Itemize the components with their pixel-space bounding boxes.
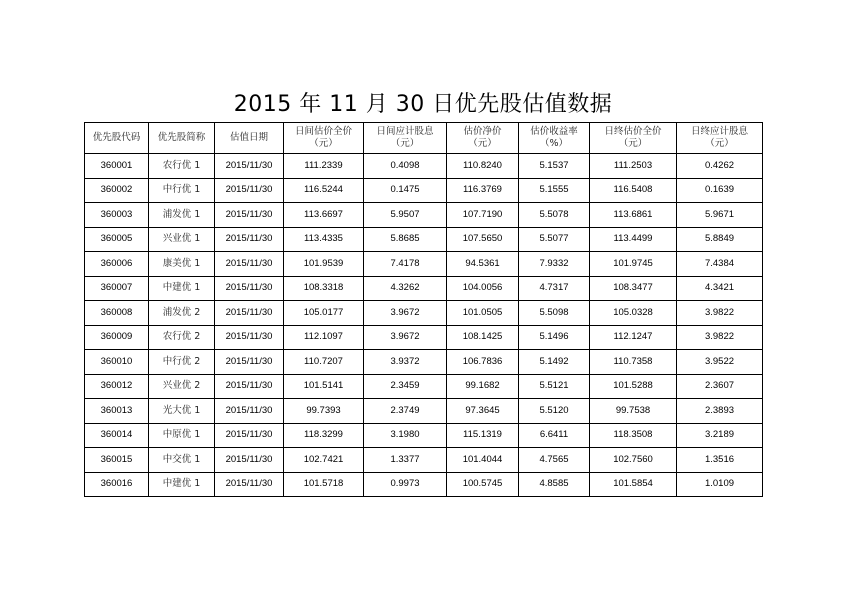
table-cell: 2015/11/30 xyxy=(215,178,284,203)
table-cell: 118.3508 xyxy=(590,423,677,448)
table-cell: 101.5141 xyxy=(284,374,364,399)
table-cell: 116.5244 xyxy=(284,178,364,203)
table-cell: 94.5361 xyxy=(447,252,519,277)
table-cell: 106.7836 xyxy=(447,350,519,375)
table-row xyxy=(85,227,763,252)
table-cell: 5.1537 xyxy=(519,154,590,179)
table-cell: 2015/11/30 xyxy=(215,350,284,375)
table-cell: 1.3377 xyxy=(364,448,447,473)
table-cell: 5.5121 xyxy=(519,374,590,399)
table-cell: 2015/11/30 xyxy=(215,399,284,424)
column-header-unit: （元） xyxy=(468,138,497,149)
table-cell: 360014 xyxy=(85,423,149,448)
table-cell: 111.2503 xyxy=(590,154,677,179)
table-cell: 115.1319 xyxy=(447,423,519,448)
table-cell: 360003 xyxy=(85,203,149,228)
table-cell: 3.9522 xyxy=(677,350,763,375)
page-title: 2015 年 11 月 30 日优先股估值数据 xyxy=(233,92,613,117)
table-row xyxy=(85,325,763,350)
table-cell: 农行优 2 xyxy=(149,325,215,350)
table-cell: 4.8585 xyxy=(519,472,590,497)
table-cell: 3.9672 xyxy=(364,325,447,350)
table-cell: 2015/11/30 xyxy=(215,227,284,252)
table-cell: 99.7393 xyxy=(284,399,364,424)
column-header xyxy=(364,123,447,154)
column-header-unit: （元） xyxy=(705,138,734,149)
table-row xyxy=(85,301,763,326)
table-cell: 99.7538 xyxy=(590,399,677,424)
column-header xyxy=(519,123,590,154)
table-row xyxy=(85,276,763,301)
column-header-label: 优先股简称 xyxy=(157,132,206,143)
table-cell: 4.3262 xyxy=(364,276,447,301)
table-cell: 360005 xyxy=(85,227,149,252)
table-row xyxy=(85,399,763,424)
column-header xyxy=(677,123,763,154)
table-row xyxy=(85,448,763,473)
column-header-label: 优先股代码 xyxy=(92,132,141,143)
table-cell: 中建优 1 xyxy=(149,472,215,497)
table-cell: 光大优 1 xyxy=(149,399,215,424)
table-cell: 中原优 1 xyxy=(149,423,215,448)
table-cell: 107.7190 xyxy=(447,203,519,228)
table-cell: 2.3749 xyxy=(364,399,447,424)
table-cell: 101.5854 xyxy=(590,472,677,497)
table-cell: 108.3318 xyxy=(284,276,364,301)
table-cell: 99.1682 xyxy=(447,374,519,399)
table-cell: 4.7565 xyxy=(519,448,590,473)
table-cell: 2015/11/30 xyxy=(215,154,284,179)
column-header xyxy=(149,123,215,154)
table-cell: 2015/11/30 xyxy=(215,203,284,228)
column-header-unit: （元） xyxy=(390,138,420,149)
table-cell: 0.1475 xyxy=(364,178,447,203)
table-cell: 4.3421 xyxy=(677,276,763,301)
column-header-label: 估价净价 xyxy=(463,126,502,137)
table-cell: 中交优 1 xyxy=(149,448,215,473)
table-cell: 2015/11/30 xyxy=(215,252,284,277)
table-cell: 360012 xyxy=(85,374,149,399)
table-cell: 360006 xyxy=(85,252,149,277)
column-header-label: 日间应计股息 xyxy=(376,126,434,137)
table-row xyxy=(85,374,763,399)
column-header-label: 估价收益率 xyxy=(530,126,578,137)
table-row xyxy=(85,203,763,228)
table-cell: 7.4384 xyxy=(677,252,763,277)
table-cell: 2015/11/30 xyxy=(215,301,284,326)
column-header-label: 估值日期 xyxy=(229,132,268,143)
table-cell: 110.8240 xyxy=(447,154,519,179)
table-cell: 2015/11/30 xyxy=(215,374,284,399)
table-cell: 360015 xyxy=(85,448,149,473)
table-cell: 116.3769 xyxy=(447,178,519,203)
table-cell: 7.9332 xyxy=(519,252,590,277)
table-cell: 2.3459 xyxy=(364,374,447,399)
table-cell: 1.3516 xyxy=(677,448,763,473)
table-cell: 兴业优 2 xyxy=(149,374,215,399)
table-cell: 兴业优 1 xyxy=(149,227,215,252)
table-cell: 108.1425 xyxy=(447,325,519,350)
table-cell: 101.0505 xyxy=(447,301,519,326)
table-cell: 5.9507 xyxy=(364,203,447,228)
table-cell: 108.3477 xyxy=(590,276,677,301)
table-cell: 中行优 1 xyxy=(149,178,215,203)
table-cell: 360009 xyxy=(85,325,149,350)
table-cell: 5.8849 xyxy=(677,227,763,252)
table-cell: 5.1555 xyxy=(519,178,590,203)
table-cell: 2.3893 xyxy=(677,399,763,424)
table-cell: 7.4178 xyxy=(364,252,447,277)
table-cell: 113.4499 xyxy=(590,227,677,252)
column-header-label: 日终估价全价 xyxy=(604,126,662,137)
table-cell: 农行优 1 xyxy=(149,154,215,179)
table-cell: 113.4335 xyxy=(284,227,364,252)
table-row xyxy=(85,252,763,277)
table-cell: 2015/11/30 xyxy=(215,423,284,448)
table-cell: 0.9973 xyxy=(364,472,447,497)
table-cell: 102.7560 xyxy=(590,448,677,473)
table-cell: 5.1492 xyxy=(519,350,590,375)
table-cell: 0.4262 xyxy=(677,154,763,179)
table-cell: 5.5120 xyxy=(519,399,590,424)
table-cell: 5.5077 xyxy=(519,227,590,252)
table-cell: 2015/11/30 xyxy=(215,472,284,497)
table-cell: 4.7317 xyxy=(519,276,590,301)
table-body xyxy=(85,154,763,497)
table-cell: 104.0056 xyxy=(447,276,519,301)
table-cell: 105.0328 xyxy=(590,301,677,326)
table-cell: 5.5098 xyxy=(519,301,590,326)
table-row xyxy=(85,178,763,203)
table-cell: 浦发优 2 xyxy=(149,301,215,326)
table-cell: 3.2189 xyxy=(677,423,763,448)
table-cell: 6.6411 xyxy=(519,423,590,448)
table-cell: 3.1980 xyxy=(364,423,447,448)
table-cell: 中行优 2 xyxy=(149,350,215,375)
table-header-row xyxy=(85,123,763,154)
table-cell: 2015/11/30 xyxy=(215,448,284,473)
table-cell: 3.9372 xyxy=(364,350,447,375)
table-cell: 360010 xyxy=(85,350,149,375)
column-header-unit: （元） xyxy=(309,138,338,149)
table-cell: 2015/11/30 xyxy=(215,276,284,301)
table-cell: 5.5078 xyxy=(519,203,590,228)
column-header-unit: （%） xyxy=(539,138,569,149)
table-cell: 112.1247 xyxy=(590,325,677,350)
table-cell: 112.1097 xyxy=(284,325,364,350)
column-header xyxy=(447,123,519,154)
table-cell: 101.9745 xyxy=(590,252,677,277)
table-cell: 105.0177 xyxy=(284,301,364,326)
table-cell: 0.4098 xyxy=(364,154,447,179)
column-header xyxy=(215,123,284,154)
table-cell: 360016 xyxy=(85,472,149,497)
table-cell: 浦发优 1 xyxy=(149,203,215,228)
table-cell: 3.9672 xyxy=(364,301,447,326)
table-cell: 110.7207 xyxy=(284,350,364,375)
table-row xyxy=(85,423,763,448)
table-cell: 1.0109 xyxy=(677,472,763,497)
table-cell: 100.5745 xyxy=(447,472,519,497)
table-cell: 107.5650 xyxy=(447,227,519,252)
table-cell: 111.2339 xyxy=(284,154,364,179)
table-cell: 113.6861 xyxy=(590,203,677,228)
table-cell: 360001 xyxy=(85,154,149,179)
table-cell: 118.3299 xyxy=(284,423,364,448)
column-header-label: 日间估价全价 xyxy=(294,126,352,137)
table-cell: 101.5718 xyxy=(284,472,364,497)
table-cell: 3.9822 xyxy=(677,325,763,350)
table-cell: 101.4044 xyxy=(447,448,519,473)
table-cell: 360007 xyxy=(85,276,149,301)
column-header-label: 日终应计股息 xyxy=(690,126,748,137)
column-header xyxy=(85,123,149,154)
table-cell: 5.9671 xyxy=(677,203,763,228)
table-cell: 116.5408 xyxy=(590,178,677,203)
table-row xyxy=(85,154,763,179)
table-cell: 360013 xyxy=(85,399,149,424)
table-cell: 102.7421 xyxy=(284,448,364,473)
table-cell: 2015/11/30 xyxy=(215,325,284,350)
table-cell: 101.9539 xyxy=(284,252,364,277)
valuation-table xyxy=(84,122,763,497)
table-cell: 97.3645 xyxy=(447,399,519,424)
table-cell: 5.8685 xyxy=(364,227,447,252)
table-cell: 113.6697 xyxy=(284,203,364,228)
table-row xyxy=(85,350,763,375)
column-header xyxy=(590,123,677,154)
table-cell: 101.5288 xyxy=(590,374,677,399)
table-cell: 3.9822 xyxy=(677,301,763,326)
table-cell: 2.3607 xyxy=(677,374,763,399)
table-cell: 0.1639 xyxy=(677,178,763,203)
table-cell: 5.1496 xyxy=(519,325,590,350)
table-cell: 110.7358 xyxy=(590,350,677,375)
table-cell: 360002 xyxy=(85,178,149,203)
table-cell: 中建优 1 xyxy=(149,276,215,301)
table-cell: 康美优 1 xyxy=(149,252,215,277)
column-header xyxy=(284,123,364,154)
column-header-unit: （元） xyxy=(618,138,648,149)
table-cell: 360008 xyxy=(85,301,149,326)
table-row xyxy=(85,472,763,497)
